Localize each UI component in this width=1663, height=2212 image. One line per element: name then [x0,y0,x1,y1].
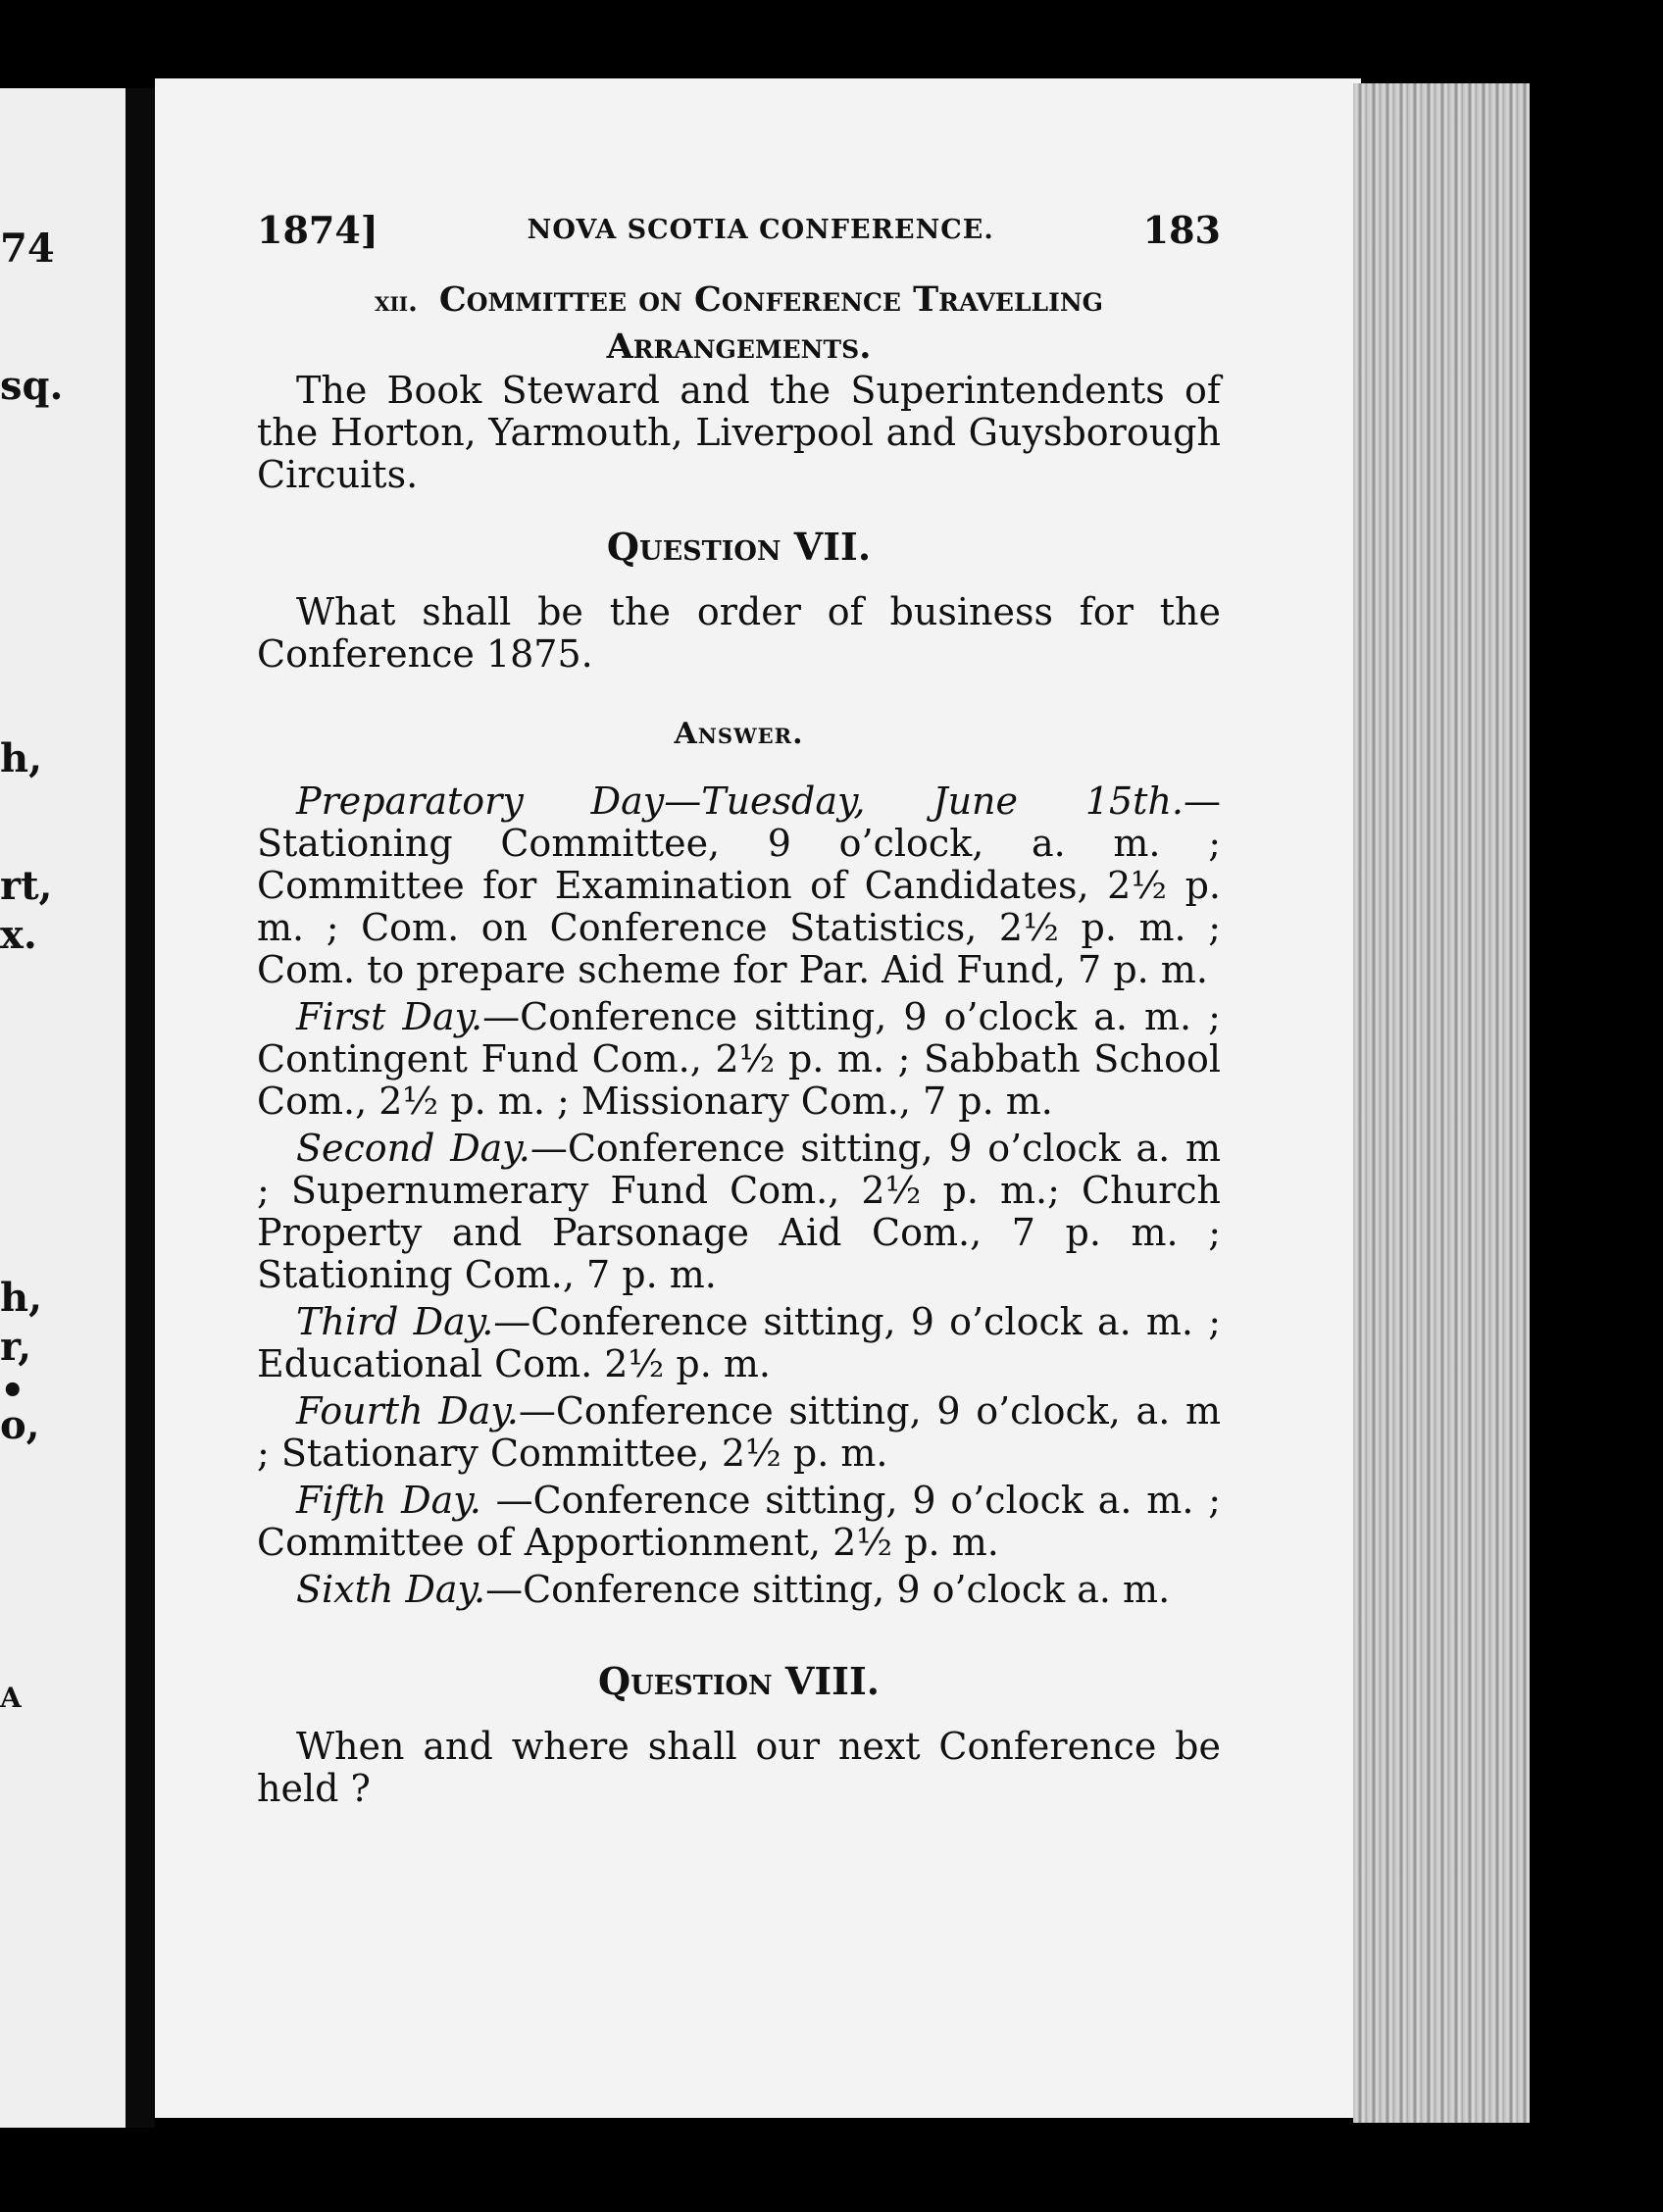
page-text [257,201,1221,1810]
section-xii-title [257,277,1221,370]
day-label: Second Day. [296,1127,530,1170]
header-year: 1874] [257,207,378,252]
question-8-heading: Question VIII. [598,1659,880,1703]
left-page-fragment: sq. [0,363,64,409]
left-page-fragment: h, [0,1275,43,1321]
day-text: —Conference sitting, 9 o’clock, a. m ; Stationary Committee, 2½ p. m. [257,1389,1221,1475]
section-title-line1: Committee on Conference Travelling [438,279,1104,320]
section-title-line2: Arrangements. [606,327,872,367]
book-gutter [126,88,155,2128]
answer-heading: Answer. [674,717,804,751]
question-7-heading: Question VII. [606,525,872,569]
running-header [257,201,1221,258]
question-7-text: What shall be the order of business for the Conference 1875. [257,590,1221,676]
day-text: —Conference sitting, 9 o’clock a. m. ; Contingent Fund Com., 2½ p. m. ; Sabbath School Com., 2½ p. m. ; Missionary Com., 7 p. m. [257,995,1221,1123]
day-text: —Conference sitting, 9 o’clock a. m. ; Committee of Apportionment, 2½ p. m. [257,1479,1222,1564]
section-numeral: xii. [374,285,418,318]
left-page-fragment: r, [0,1324,32,1370]
left-page-fragment: x. [0,912,37,958]
day-entry [257,1569,1221,1611]
day-label: First Day. [296,995,483,1038]
page-edges [1353,83,1530,2123]
left-page-fragment: A [0,1682,22,1714]
day-text: —Conference sitting, 9 o’clock a. m. [485,1568,1171,1611]
left-page-fragment: o, [0,1402,40,1448]
left-page-fragment: 74 [0,226,55,272]
day-entry [257,1301,1221,1385]
day-entry [257,1128,1221,1296]
day-label: Sixth Day. [296,1568,486,1611]
question-8-text: When and where shall our next Conference be held ? [257,1725,1221,1810]
day-text: —Conference sitting, 9 o’clock a. m. ; Educational Com. 2½ p. m. [257,1300,1222,1385]
left-page-fragment: h, [0,735,43,781]
section-xii-body: The Book Steward and the Superintendents of the Horton, Yarmouth, Liverpool and Guysborough Circuits. [257,369,1221,496]
left-page-fragment: rt, [0,863,53,909]
day-text: —Conference sitting, 9 o’clock a. m ; Supernumerary Fund Com., 2½ p. m.; Church Property and Parsonage Aid Com., 7 p. m. ; Stationing Com., 7 p. m. [257,1127,1221,1296]
day-label: Fourth Day. [296,1389,519,1433]
day-text: —Stationing Committee, 9 o’clock, a. m. ; Committee for Examination of Candidates, 2½ p. m. ; Com. on Conference Statistics, 2½ p. m. ; Com. to prepare scheme for Par. Aid Fund, 7 p. m. [257,779,1221,991]
day-entry [257,996,1221,1123]
day-label: Fifth Day. [296,1479,481,1522]
left-page-edge [0,88,126,2128]
page-number: 183 [1142,207,1221,252]
header-title: NOVA SCOTIA CONFERENCE. [527,214,994,245]
day-entry [257,1480,1221,1564]
left-page-fragment: • [0,1368,25,1414]
day-entry [257,1390,1221,1475]
day-label: Third Day. [296,1300,494,1343]
day-label: Preparatory Day—Tuesday, June 15th. [296,779,1184,823]
day-entry [257,780,1221,991]
